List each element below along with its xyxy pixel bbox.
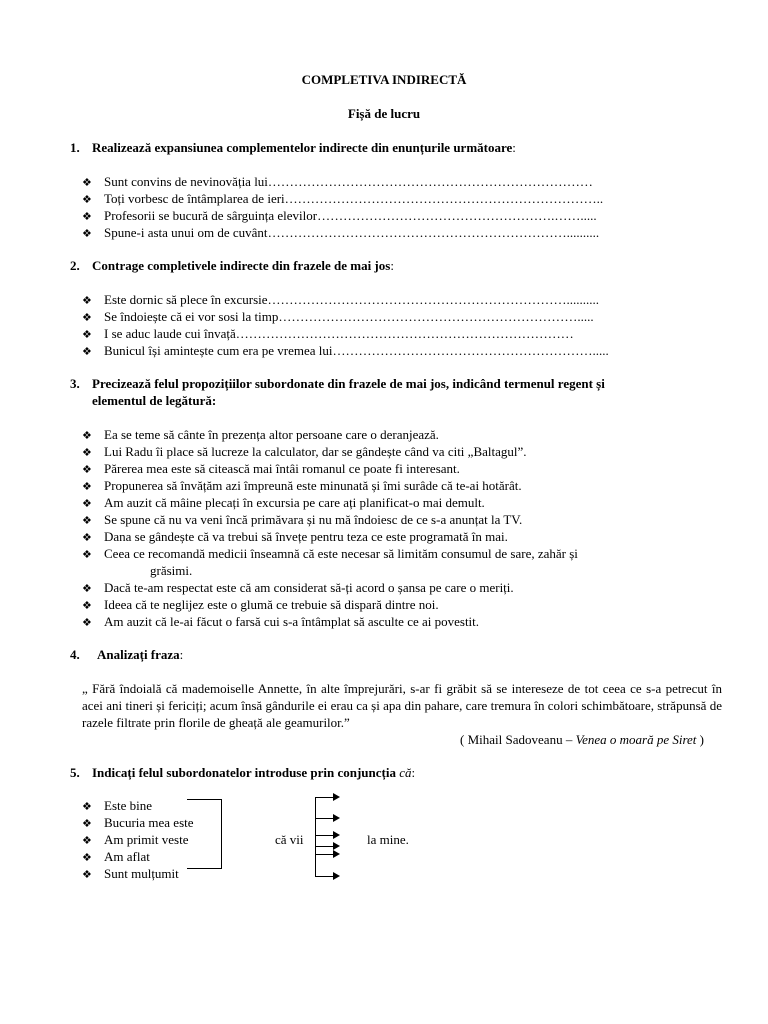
list-item: ❖ Am auzit că mâine plecați în excursia pe care ați planificat-o mai demult. bbox=[82, 494, 485, 513]
arrow-icon bbox=[333, 831, 340, 839]
bracket-line bbox=[221, 799, 222, 868]
bullet-icon: ❖ bbox=[82, 329, 92, 341]
bullet-icon: ❖ bbox=[82, 430, 92, 442]
arrow-line bbox=[315, 854, 333, 855]
quote-text: „ Fără îndoială că mademoiselle Annette, în alte împrejurări, s-ar fi grăbit să se intereseze de tot ceea ce s-a petrecut în acei ani tineri și fericiți; acum însă gândurile ei erau ca și apa din pahare, care tremura în colori schimbătoare, străpunsă de razele filtrate prin florile de gheață ale geamurilor.” bbox=[82, 681, 722, 730]
bullet-icon: ❖ bbox=[82, 211, 92, 223]
list-item: ❖ Sunt convins de nevinovăția lui………………………………………………………………… bbox=[82, 173, 593, 192]
arrow-icon bbox=[333, 814, 340, 822]
arrow-icon bbox=[333, 842, 340, 850]
list-item: ❖ Bucuria mea este bbox=[82, 814, 194, 833]
bullet-icon: ❖ bbox=[82, 549, 92, 561]
list-item: ❖ Se spune că nu va veni încă primăvara și nu mă îndoiesc de ce s-a anunțat la TV. bbox=[82, 511, 522, 530]
bullet-icon: ❖ bbox=[82, 194, 92, 206]
bullet-icon: ❖ bbox=[82, 583, 92, 595]
page-subtitle: Fișă de lucru bbox=[347, 106, 421, 121]
arrow-stem bbox=[315, 797, 316, 877]
arrow-line bbox=[315, 835, 333, 836]
list-item: ❖ Propunerea să învățăm azi împreună este minunată și îmi surâde că te-ai hotărât. bbox=[82, 477, 522, 496]
list-item: ❖ Sunt mulțumit bbox=[82, 865, 179, 884]
bullet-icon: ❖ bbox=[82, 852, 92, 864]
section-5-heading: 5. Indicați felul subordonatelor introduse prin conjuncția că: bbox=[70, 765, 416, 780]
bullet-icon: ❖ bbox=[82, 835, 92, 847]
page-title: COMPLETIVA INDIRECTĂ bbox=[301, 72, 467, 87]
middle-phrase: că vii bbox=[275, 832, 304, 847]
quote-source: ( Mihail Sadoveanu – Venea o moară pe Siret ) bbox=[460, 732, 704, 747]
list-item: ❖ Am primit veste bbox=[82, 831, 189, 850]
list-item: ❖ Lui Radu îi place să lucreze la calculator, dar se gândește când va citi „Baltagul”. bbox=[82, 443, 527, 462]
arrow-icon bbox=[333, 793, 340, 801]
section-3-heading-line2: elementul de legătură: bbox=[92, 393, 217, 408]
list-item: ❖ Ceea ce recomandă medicii înseamnă că este necesar să limităm consumul de sare, zahăr și bbox=[82, 545, 578, 564]
list-item: ❖ I se aduc laude cui învață…………………………………………………………………… bbox=[82, 325, 574, 344]
arrow-line bbox=[315, 846, 333, 847]
bullet-icon: ❖ bbox=[82, 532, 92, 544]
bullet-icon: ❖ bbox=[82, 600, 92, 612]
list-item: ❖ Dacă te-am respectat este că am considerat să-ți acord o șansa pe care o meriți. bbox=[82, 579, 514, 598]
bullet-icon: ❖ bbox=[82, 515, 92, 527]
list-item: ❖ Profesorii se bucură de sârguința elevilor……………………………………………….……..... bbox=[82, 207, 597, 226]
list-item: ❖ Dana se gândește că va trebui să învețe pentru teza ce este programată în mai. bbox=[82, 528, 508, 547]
list-item: ❖ Este dornic să plece în excursie…………………………………………………………….......... bbox=[82, 291, 599, 310]
list-item: ❖ Părerea mea este să citească mai întâi romanul ce poate fi interesant. bbox=[82, 460, 460, 479]
bullet-icon: ❖ bbox=[82, 177, 92, 189]
bullet-icon: ❖ bbox=[82, 447, 92, 459]
list-item: ❖ Am auzit că le-ai făcut o farsă cui s-a întâmplat să asculte ce ai povestit. bbox=[82, 613, 479, 632]
list-item: ❖ Spune-i asta unui om de cuvânt…………………………………………………………….......... bbox=[82, 224, 599, 243]
arrow-icon bbox=[333, 850, 340, 858]
arrow-line bbox=[315, 876, 333, 877]
section-2-heading: 2. Contrage completivele indirecte din frazele de mai jos: bbox=[70, 258, 394, 273]
bracket-line bbox=[187, 799, 222, 800]
bracket-line bbox=[187, 868, 222, 869]
right-phrase: la mine. bbox=[367, 832, 409, 847]
section-1-heading: 1. Realizează expansiunea complementelor indirecte din enunțurile următoare: bbox=[70, 140, 516, 155]
bullet-icon: ❖ bbox=[82, 481, 92, 493]
list-item: ❖ Toți vorbesc de întâmplarea de ieri……………………………………………………………….. bbox=[82, 190, 603, 209]
bullet-icon: ❖ bbox=[82, 464, 92, 476]
list-item: ❖ Se îndoiește că ei vor sosi la timp……………………………………………………………..... bbox=[82, 308, 594, 327]
section-4-heading: 4. Analizați fraza: bbox=[70, 647, 184, 662]
section-3-heading: 3. Precizează felul propozițiilor subordonate din frazele de mai jos, indicând termenul regent și bbox=[70, 376, 605, 391]
arrow-line bbox=[315, 797, 333, 798]
bullet-icon: ❖ bbox=[82, 228, 92, 240]
list-item: ❖ Este bine bbox=[82, 797, 152, 816]
list-item: ❖ Ideea că te neglijez este o glumă ce trebuie să dispară dintre noi. bbox=[82, 596, 439, 615]
bullet-icon: ❖ bbox=[82, 295, 92, 307]
arrow-line bbox=[315, 818, 333, 819]
list-item-continuation: grăsimi. bbox=[150, 563, 193, 578]
bullet-icon: ❖ bbox=[82, 801, 92, 813]
bullet-icon: ❖ bbox=[82, 869, 92, 881]
list-item: ❖ Am aflat bbox=[82, 848, 150, 867]
bullet-icon: ❖ bbox=[82, 498, 92, 510]
list-item: ❖ Bunicul își amintește cum era pe vremea lui……………………………………………………..... bbox=[82, 342, 609, 361]
bullet-icon: ❖ bbox=[82, 617, 92, 629]
list-item: ❖ Ea se teme să cânte în prezența altor persoane care o deranjează. bbox=[82, 426, 439, 445]
bullet-icon: ❖ bbox=[82, 346, 92, 358]
bullet-icon: ❖ bbox=[82, 818, 92, 830]
bullet-icon: ❖ bbox=[82, 312, 92, 324]
arrow-icon bbox=[333, 872, 340, 880]
